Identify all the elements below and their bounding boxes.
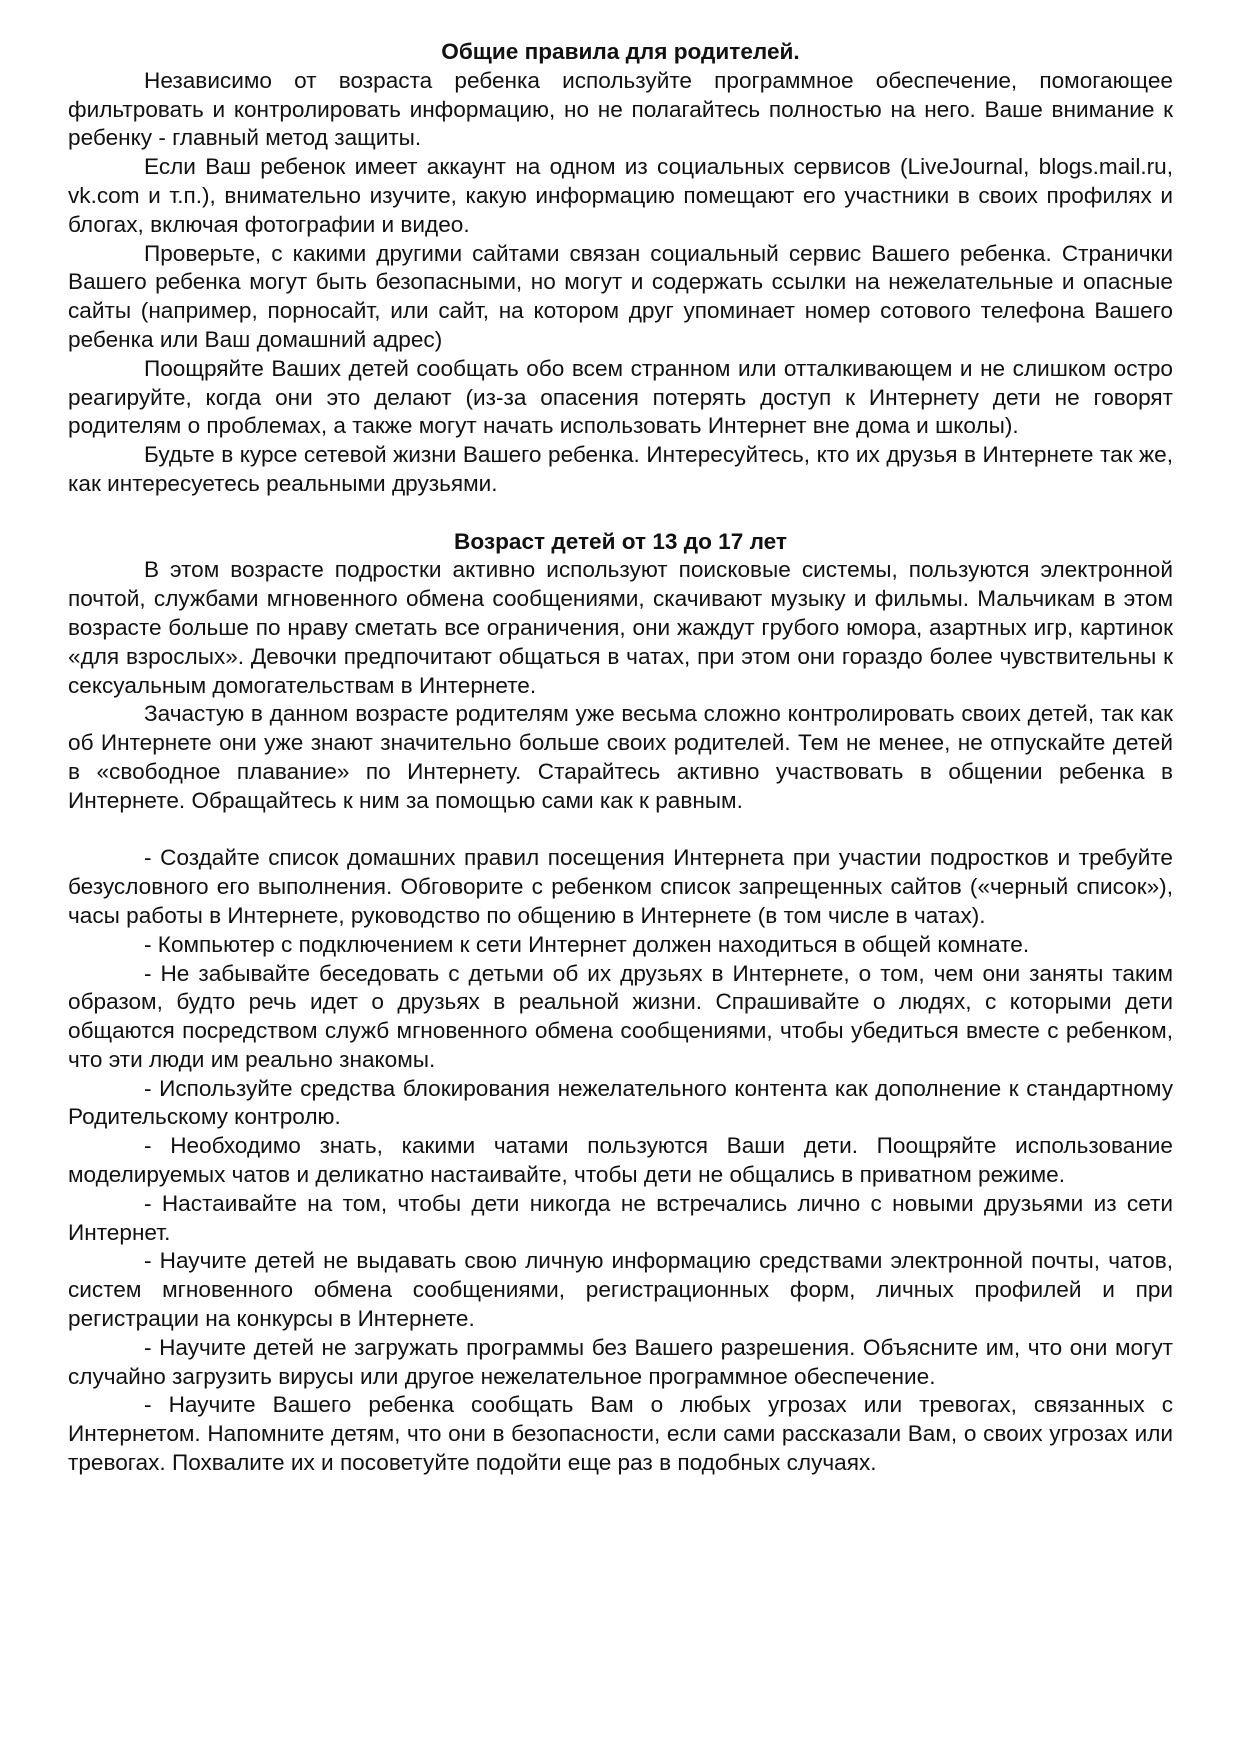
paragraph: Если Ваш ребенок имеет аккаунт на одном из социальных сервисов (LiveJournal, blogs.mail.ru, vk.com и т.п.), внимательно изучите, какую информацию помещают его участники в своих профилях и блогах, включая фотографии и видео. [68,154,1173,237]
paragraph: Независимо от возраста ребенка используйте программное обеспечение, помогающее фильтровать и контролировать информацию, но не полагайтесь полностью на него. Ваше внимание к ребенку - главный метод защиты. [68,67,1173,151]
rule-item: - Научите Вашего ребенка сообщать Вам о любых угрозах или тревогах, связанных с Интернетом. Напомните детям, что они в безопасности, если сами рассказали Вам, о своих угрозах или тревогах. Похвалите их и посоветуйте подойти еще раз в подобных случаях. [68,1392,1173,1476]
paragraph: Проверьте, с какими другими сайтами связан социальный сервис Вашего ребенка. Странички Вашего ребенка могут быть безопасными, но могут и содержать ссылки на нежелательные и опасные сайты (например, порносайт, или сайт, на котором друг упоминает номер сотового телефона Вашего ребенка или Ваш домашний адрес) [68,240,1173,352]
paragraph: Зачастую в данном возрасте родителям уже весьма сложно контролировать своих детей, так как об Интернете они уже знают значительно больше своих родителей. Тем не менее, не отпускайте детей в «свободное плавание» по Интернету. Старайтесь активно участвовать в общении ребенка в Интернете. Обращайтесь к ним за помощью сами как к равным. [68,701,1173,813]
rule-item: - Настаивайте на том, чтобы дети никогда не встречались лично с новыми друзьями из сети Интернет. [68,1190,1173,1245]
spacer [68,499,1173,528]
rule-item: - Создайте список домашних правил посещения Интернета при участии подростков и требуйте безусловного его выполнения. Обговорите с ребенком список запрещенных сайтов («черный список»), часы работы в Интернете, руководство по общению в Интернете (в том числе в чатах). [68,845,1173,928]
document-page [68,38,1173,1478]
spacer [68,816,1173,845]
rule-item: - Научите детей не загружать программы без Вашего разрешения. Объясните им, что они могут случайно загрузить вирусы или другое нежелательное программное обеспечение. [68,1334,1173,1389]
rule-item: - Компьютер с подключением к сети Интернет должен находиться в общей комнате. [144,931,1030,957]
section-title-general-rules: Общие правила для родителей. [441,39,800,64]
rule-item: - Необходимо знать, какими чатами пользуются Ваши дети. Поощряйте использование моделируемых чатов и деликатно настаивайте, чтобы дети не общались в приватном режиме. [68,1133,1173,1188]
paragraph: В этом возрасте подростки активно используют поисковые системы, пользуются электронной почтой, службами мгновенного обмена сообщениями, скачивают музыку и фильмы. Мальчикам в этом возрасте больше по нраву сметать все ограничения, они жаждут грубого юмора, азартных игр, картинок «для взрослых». Девочки предпочитают общаться в чатах, при этом они гораздо более чувствительны к сексуальным домогательствам в Интернете. [68,557,1173,698]
paragraph: Поощряйте Ваших детей сообщать обо всем странном или отталкивающем и не слишком остро реагируйте, когда они это делают (из-за опасения потерять доступ к Интернету дети не говорят родителям о проблемах, а также могут начать использовать Интернет вне дома и школы). [68,355,1173,439]
rule-item: - Не забывайте беседовать с детьми об их друзьях в Интернете, о том, чем они заняты таким образом, будто речь идет о друзьях в реальной жизни. Спрашивайте о людях, с которыми дети общаются посредством служб мгновенного обмена сообщениями, чтобы убедиться вместе с ребенком, что эти люди им реально знакомы. [68,960,1173,1072]
rule-item: - Используйте средства блокирования нежелательного контента как дополнение к стандартному Родительскому контролю. [68,1075,1173,1130]
section-title-age-13-17: Возраст детей от 13 до 17 лет [454,528,787,554]
rule-item: - Научите детей не выдавать свою личную информацию средствами электронной почты, чатов, систем мгновенного обмена сообщениями, регистрационных форм, личных профилей и при регистрации на конкурсы в Интернете. [68,1248,1173,1332]
paragraph: Будьте в курсе сетевой жизни Вашего ребенка. Интересуйтесь, кто их друзья в Интернете так же, как интересуетесь реальными друзьями. [68,442,1173,496]
